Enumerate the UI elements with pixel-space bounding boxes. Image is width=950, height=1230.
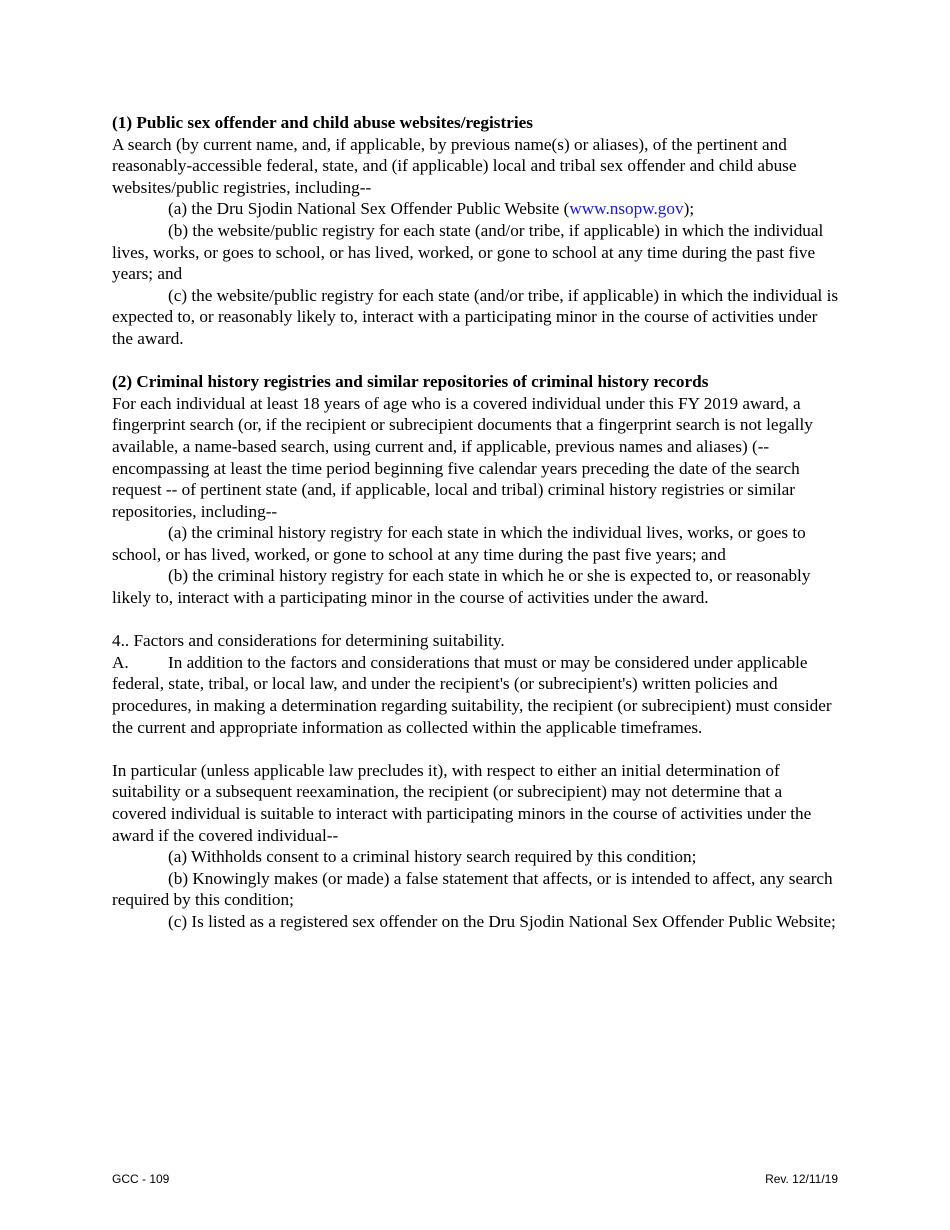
section2-item-b: (b) the criminal history registry for each state in which he or she is expected to, or reasonably likely to, interact with a participating minor in the course of activities under the award. bbox=[112, 566, 811, 608]
section1-item-a bbox=[112, 198, 840, 220]
section4-heading: 4.. Factors and considerations for determining suitability. bbox=[112, 631, 505, 651]
footer-revision-date: Rev. 12/11/19 bbox=[765, 1172, 838, 1186]
spacer bbox=[112, 738, 840, 760]
section1-item-c: (c) the website/public registry for each state (and/or tribe, if applicable) in which the individual is expected to, or reasonably likely to, interact with a participating minor in the course of activities under the award. bbox=[112, 285, 839, 348]
section1-item-a-suffix: ); bbox=[683, 199, 695, 219]
section4-item-b: (b) Knowingly makes (or made) a false statement that affects, or is intended to affect, any search required by this condition; bbox=[112, 868, 833, 910]
section1-item-b: (b) the website/public registry for each state (and/or tribe, if applicable) in which the individual lives, works, or goes to school, or has lived, worked, or gone to school at any time during the past five years; and bbox=[112, 220, 824, 284]
section2-item-a: (a) the criminal history registry for each state in which the individual lives, works, or goes to school, or has lived, worked, or gone to school at any time during the past five years; and bbox=[112, 523, 806, 564]
section4-para-a-label: A. bbox=[112, 652, 129, 672]
nsopw-link[interactable]: www.nsopw.gov bbox=[569, 199, 684, 219]
section4-para-a bbox=[112, 652, 840, 738]
section1-intro: A search (by current name, and, if applicable, by previous name(s) or aliases), of the pertinent and reasonably-accessible federal, state, and (if applicable) local and tribal sex offender and child abuse websites/public registries, including-- bbox=[112, 134, 797, 197]
spacer bbox=[112, 609, 840, 631]
spacer bbox=[112, 350, 840, 372]
section4-item-a: (a) Withholds consent to a criminal history search required by this condition; bbox=[168, 847, 697, 867]
section1-heading: (1) Public sex offender and child abuse websites/registries bbox=[112, 113, 533, 132]
section1-item-a-prefix: (a) the Dru Sjodin National Sex Offender Public Website ( bbox=[168, 199, 570, 219]
section2-heading: (2) Criminal history registries and similar repositories of criminal history records bbox=[112, 372, 709, 392]
section2-intro: For each individual at least 18 years of age who is a covered individual under this FY 2019 award, a fingerprint search (or, if the recipient or subrecipient documents that a fingerprint search is not legally available, a name-based search, using current and, if applicable, previous names and aliases) (-- encompassing at least the time period beginning five calendar years preceding the date of the search request -- of pertinent state (and, if applicable, local and tribal) criminal history registries or similar repositories, including-- bbox=[112, 393, 813, 521]
section4-particular: In particular (unless applicable law precludes it), with respect to either an initial determination of suitability or a subsequent reexamination, the recipient (or subrecipient) may not determine that a covered individual is suitable to interact with participating minors in the course of activities under the award if the covered individual-- bbox=[112, 760, 812, 845]
section4-item-c: (c) Is listed as a registered sex offender on the Dru Sjodin National Sex Offender Public Website; bbox=[168, 911, 836, 931]
section4-para-a-text: In addition to the factors and considerations that must or may be considered under applicable federal, state, tribal, or local law, and under the recipient's (or subrecipient's) written policies and procedures, in making a determination regarding suitability, the recipient (or subrecipient) must consider the current and appropriate information as collected within the applicable timeframes. bbox=[112, 652, 832, 737]
footer-form-number: GCC - 109 bbox=[112, 1172, 170, 1186]
document-body bbox=[112, 112, 840, 933]
